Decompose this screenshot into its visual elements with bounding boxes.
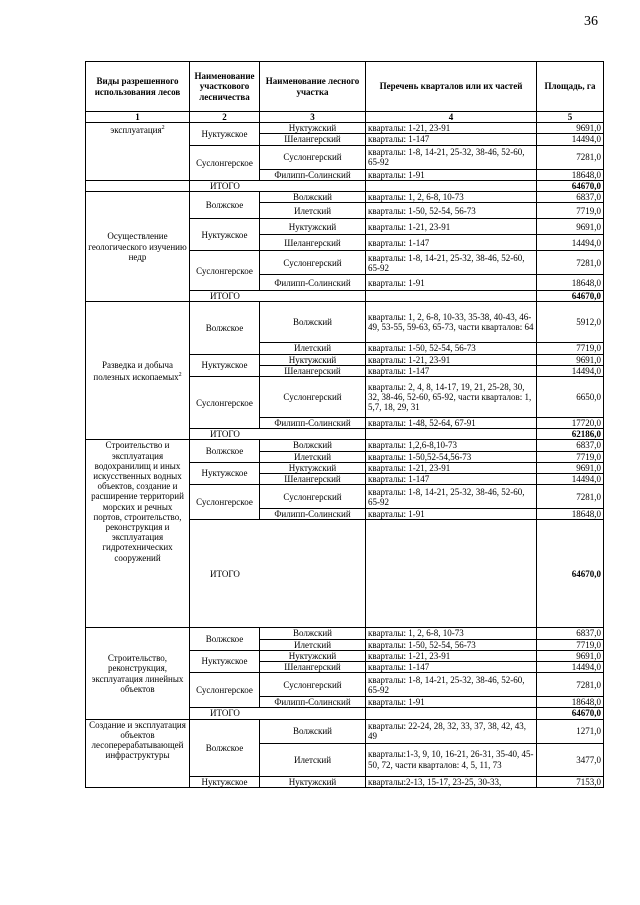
plot-cell: Илетский — [260, 343, 366, 354]
forestry-cell: Нуктужское — [190, 776, 260, 787]
forestry-cell: Волжское — [190, 440, 260, 462]
area-cell: 6837,0 — [537, 628, 604, 639]
plot-cell: Нуктужский — [260, 354, 366, 365]
total-label: ИТОГО — [190, 520, 366, 628]
area-cell: 18648,0 — [537, 169, 604, 180]
forestry-cell: Волжское — [190, 719, 260, 776]
quarters-cell: кварталы: 1-8, 14-21, 25-32, 38-46, 52-60, 65-92 — [366, 145, 537, 169]
plot-cell: Илетский — [260, 451, 366, 462]
plot-cell: Илетский — [260, 203, 366, 219]
use-type-cell: эксплуатация$^2$ — [86, 123, 190, 181]
area-cell: 6650,0 — [537, 377, 604, 418]
area-cell: 9691,0 — [537, 123, 604, 134]
quarters-cell: кварталы: 22-24, 28, 32, 33, 37, 38, 42, 43, 49 — [366, 719, 537, 743]
total-quarters-empty — [366, 520, 537, 628]
use-type-cell: Разведка и добыча полезных ископаемых$^2$ — [86, 302, 190, 440]
forestry-cell: Волжское — [190, 628, 260, 650]
plot-cell: Филипп-Солинский — [260, 509, 366, 520]
plot-cell: Шелангерский — [260, 474, 366, 485]
plot-cell: Шелангерский — [260, 662, 366, 673]
total-quarters-empty — [366, 180, 537, 191]
quarters-cell: кварталы: 1-91 — [366, 697, 537, 708]
quarters-cell: кварталы: 1-147 — [366, 235, 537, 251]
plot-cell: Илетский — [260, 743, 366, 776]
plot-cell: Филипп-Солинский — [260, 275, 366, 291]
plot-cell: Шелангерский — [260, 235, 366, 251]
total-area: 62186,0 — [537, 429, 604, 440]
quarters-cell: кварталы: 1-8, 14-21, 25-32, 38-46, 52-60, 65-92 — [366, 251, 537, 275]
area-cell: 7281,0 — [537, 485, 604, 509]
quarters-cell: кварталы: 1, 2, 6-8, 10-73 — [366, 192, 537, 203]
quarters-cell: кварталы: 1-147 — [366, 365, 537, 376]
total-area: 64670,0 — [537, 520, 604, 628]
forestry-cell: Волжское — [190, 302, 260, 354]
plot-cell: Суслонгерский — [260, 251, 366, 275]
total-quarters-empty — [366, 429, 537, 440]
quarters-cell: кварталы: 1-147 — [366, 474, 537, 485]
area-cell: 5912,0 — [537, 302, 604, 343]
area-cell: 6837,0 — [537, 440, 604, 451]
quarters-cell: кварталы: 1, 2, 6-8, 10-33, 35-38, 40-43, 46-49, 53-55, 59-63, 65-73, части кварталов: 64 — [366, 302, 537, 343]
forest-use-table — [85, 61, 604, 788]
quarters-cell: кварталы: 1,2,6-8,10-73 — [366, 440, 537, 451]
forestry-cell: Суслонгерское — [190, 673, 260, 708]
use-type-cell: Строительство и эксплуатация водохранилищ и иных искусственных водных объектов, создание и расширение территорий морских и речных портов, строительство, реконструкция и эксплуатация гидротехнических сооружений — [86, 440, 190, 628]
quarters-cell: кварталы: 1-21, 23-91 — [366, 650, 537, 661]
header-forestry: Наименование участкового лесничества — [190, 62, 260, 112]
forestry-cell: Суслонгерское — [190, 145, 260, 180]
area-cell: 14494,0 — [537, 134, 604, 145]
plot-cell: Филипп-Солинский — [260, 697, 366, 708]
area-cell: 9691,0 — [537, 650, 604, 661]
quarters-cell: кварталы: 1-147 — [366, 134, 537, 145]
area-cell: 9691,0 — [537, 462, 604, 473]
area-cell: 18648,0 — [537, 275, 604, 291]
header-use-type: Виды разрешенного использования лесов — [86, 62, 190, 112]
quarters-cell: кварталы:1-3, 9, 10, 16-21, 26-31, 35-40, 45-50, 72, части кварталов: 4, 5, 11, 73 — [366, 743, 537, 776]
area-cell: 6837,0 — [537, 192, 604, 203]
plot-cell: Волжский — [260, 440, 366, 451]
quarters-cell: кварталы: 1-91 — [366, 275, 537, 291]
quarters-cell: кварталы: 1-91 — [366, 169, 537, 180]
area-cell: 14494,0 — [537, 365, 604, 376]
plot-cell: Волжский — [260, 302, 366, 343]
area-cell: 14494,0 — [537, 662, 604, 673]
quarters-cell: кварталы: 1-50, 52-54, 56-73 — [366, 203, 537, 219]
quarters-cell: кварталы: 1-91 — [366, 509, 537, 520]
header-plot: Наименование лесного участка — [260, 62, 366, 112]
area-cell: 7719,0 — [537, 639, 604, 650]
total-label: ИТОГО — [190, 180, 366, 191]
total-label: ИТОГО — [190, 708, 366, 719]
total-area: 64670,0 — [537, 291, 604, 302]
area-cell: 7281,0 — [537, 673, 604, 697]
quarters-cell: кварталы: 1, 2, 6-8, 10-73 — [366, 628, 537, 639]
quarters-cell: кварталы:2-13, 15-17, 23-25, 30-33, — [366, 776, 537, 787]
area-cell: 18648,0 — [537, 697, 604, 708]
col-number: 2 — [190, 112, 260, 123]
quarters-cell: кварталы: 2, 4, 8, 14-17, 19, 21, 25-28, 30, 32, 38-46, 52-60, 65-92, части кварталов: 1, 5,7, 18, 29, 31 — [366, 377, 537, 418]
forestry-cell: Волжское — [190, 192, 260, 219]
quarters-cell: кварталы: 1-21, 23-91 — [366, 354, 537, 365]
header-area: Площадь, га — [537, 62, 604, 112]
plot-cell: Суслонгерский — [260, 145, 366, 169]
total-area: 64670,0 — [537, 708, 604, 719]
plot-cell: Филипп-Солинский — [260, 418, 366, 429]
quarters-cell: кварталы: 1-147 — [366, 662, 537, 673]
quarters-cell: кварталы: 1-48, 52-64, 67-91 — [366, 418, 537, 429]
forestry-cell: Суслонгерское — [190, 485, 260, 520]
total-quarters-empty — [366, 708, 537, 719]
quarters-cell: кварталы: 1-8, 14-21, 25-32, 38-46, 52-60, 65-92 — [366, 673, 537, 697]
plot-cell: Суслонгерский — [260, 485, 366, 509]
plot-cell: Нуктужский — [260, 650, 366, 661]
total-quarters-empty — [366, 291, 537, 302]
area-cell: 9691,0 — [537, 219, 604, 235]
use-type-cell: Создание и эксплуатация объектов лесоперерабатывающей инфраструктуры — [86, 719, 190, 787]
area-cell: 1271,0 — [537, 719, 604, 743]
forestry-cell: Нуктужское — [190, 650, 260, 672]
area-cell: 7153,0 — [537, 776, 604, 787]
quarters-cell: кварталы: 1-21, 23-91 — [366, 462, 537, 473]
plot-cell: Волжский — [260, 719, 366, 743]
col-number: 5 — [537, 112, 604, 123]
area-cell: 14494,0 — [537, 474, 604, 485]
forestry-cell: Нуктужское — [190, 123, 260, 145]
area-cell: 7719,0 — [537, 451, 604, 462]
plot-cell: Суслонгерский — [260, 377, 366, 418]
area-cell: 18648,0 — [537, 509, 604, 520]
area-cell: 3477,0 — [537, 743, 604, 776]
plot-cell: Нуктужский — [260, 462, 366, 473]
page-number: 36 — [584, 14, 598, 29]
plot-cell: Суслонгерский — [260, 673, 366, 697]
area-cell: 9691,0 — [537, 354, 604, 365]
forestry-cell: Нуктужское — [190, 219, 260, 251]
header-quarters: Перечень кварталов или их частей — [366, 62, 537, 112]
use-type-cell: Осуществление геологического изучению недр — [86, 192, 190, 302]
forestry-cell: Суслонгерское — [190, 251, 260, 291]
quarters-cell: кварталы: 1-50,52-54,56-73 — [366, 451, 537, 462]
plot-cell: Илетский — [260, 639, 366, 650]
plot-cell: Нуктужский — [260, 123, 366, 134]
area-cell: 7719,0 — [537, 343, 604, 354]
total-label: ИТОГО — [190, 429, 366, 440]
area-cell: 7281,0 — [537, 251, 604, 275]
total-label: ИТОГО — [190, 291, 366, 302]
use-type-cell-empty — [86, 180, 190, 191]
col-number: 3 — [260, 112, 366, 123]
quarters-cell: кварталы: 1-50, 52-54, 56-73 — [366, 343, 537, 354]
plot-cell: Шелангерский — [260, 134, 366, 145]
total-area: 64670,0 — [537, 180, 604, 191]
use-type-cell: Строительство, реконструкция, эксплуатация линейных объектов — [86, 628, 190, 719]
area-cell: 14494,0 — [537, 235, 604, 251]
area-cell: 7281,0 — [537, 145, 604, 169]
col-number: 4 — [366, 112, 537, 123]
forestry-cell: Нуктужское — [190, 462, 260, 484]
plot-cell: Волжский — [260, 628, 366, 639]
quarters-cell: кварталы: 1-50, 52-54, 56-73 — [366, 639, 537, 650]
plot-cell: Нуктужский — [260, 776, 366, 787]
forestry-cell: Нуктужское — [190, 354, 260, 376]
col-number: 1 — [86, 112, 190, 123]
quarters-cell: кварталы: 1-21, 23-91 — [366, 219, 537, 235]
forestry-cell: Суслонгерское — [190, 377, 260, 429]
quarters-cell: кварталы: 1-8, 14-21, 25-32, 38-46, 52-60, 65-92 — [366, 485, 537, 509]
plot-cell: Нуктужский — [260, 219, 366, 235]
area-cell: 17720,0 — [537, 418, 604, 429]
area-cell: 7719,0 — [537, 203, 604, 219]
plot-cell: Шелангерский — [260, 365, 366, 376]
quarters-cell: кварталы: 1-21, 23-91 — [366, 123, 537, 134]
plot-cell: Волжский — [260, 192, 366, 203]
plot-cell: Филипп-Солинский — [260, 169, 366, 180]
